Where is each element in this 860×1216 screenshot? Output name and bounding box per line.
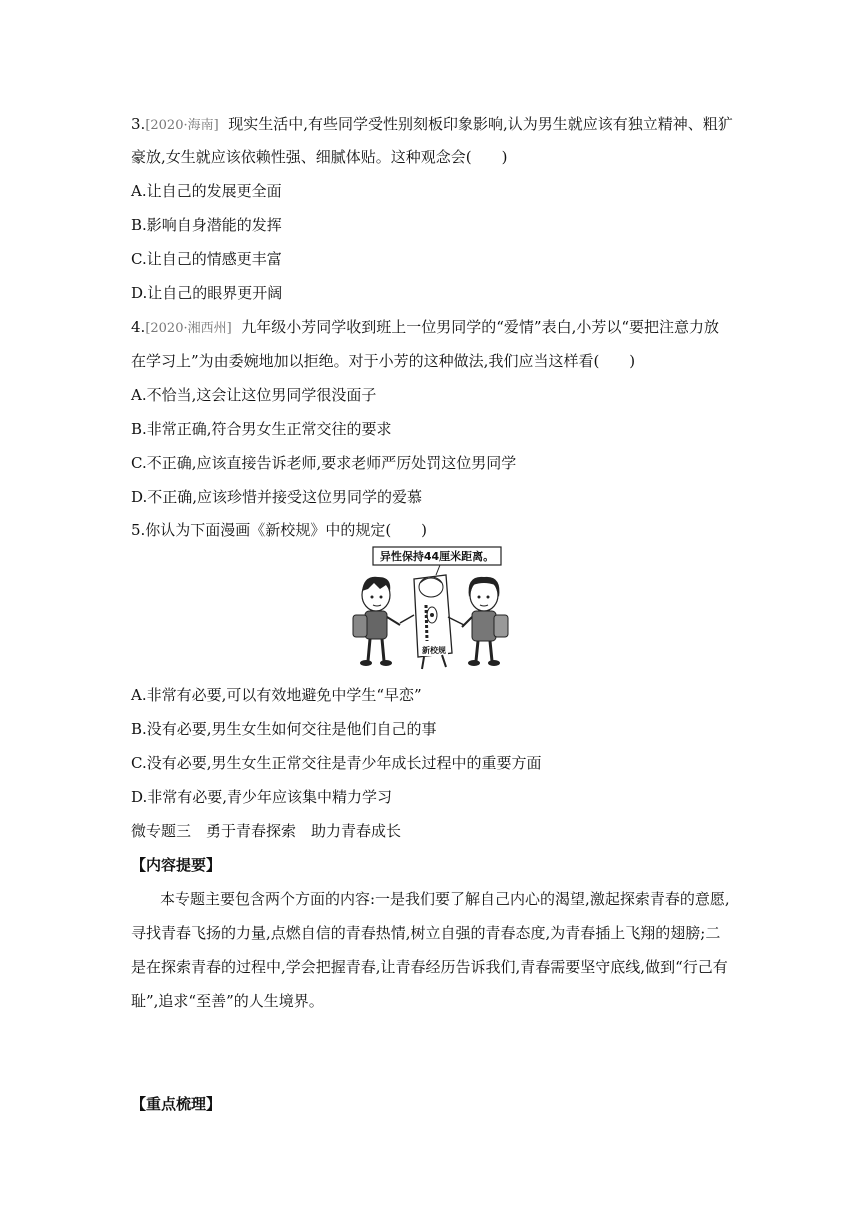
summary-line-1: 本专题主要包含两个方面的内容:一是我们要了解自己内心的渴望,激起探索青春的意愿, [160,890,730,908]
q4-text-line2: 在学习上”为由委婉地加以拒绝。对于小芳的这种做法,我们应当这样看( [131,352,600,370]
q4-option-a: A.不恰当,这会让这位男同学很没面子 [131,386,377,404]
q4-number: 4. [131,318,146,336]
q4-stem-line1 [131,317,719,339]
q3-option-c: C.让自己的情感更丰富 [131,250,282,268]
q4-option-c: C.不正确,应该直接告诉老师,要求老师严厉处罚这位男同学 [131,454,517,472]
key-points-heading: 【重点梳理】 [131,1095,222,1113]
section-title: 微专题三 勇于青春探索 助力青春成长 [131,822,402,840]
summary-line-3: 是在探索青春的过程中,学会把握青春,让青春经历告诉我们,青春需要坚守底线,做到“行己有 [131,958,728,976]
summary-line-4: 耻”,追求“至善”的人生境界。 [131,992,324,1010]
comic-speech-text: 异性保持44厘米距离。 [379,550,495,563]
q5-option-d: D.非常有必要,青少年应该集中精力学习 [131,788,393,806]
q3-stem-line2 [131,147,507,167]
q5-option-c: C.没有必要,男生女生正常交往是青少年成长过程中的重要方面 [131,754,542,772]
comic-girl-figure [462,577,508,666]
q3-text-line1: 现实生活中,有些同学受性别刻板印象影响,认为男生就应该有独立精神、粗犷 [228,115,733,133]
q5-stem [131,520,427,540]
q3-text-line2: 豪放,女生就应该依赖性强、细腻体贴。这种观念会( [131,148,472,166]
q4-close-paren: ) [629,352,636,370]
q4-stem-line2 [131,351,635,371]
new-school-rules-comic [348,545,513,673]
q3-option-b: B.影响自身潜能的发挥 [131,216,282,234]
q4-option-d: D.不正确,应该珍惜并接受这位男同学的爱慕 [131,488,423,506]
summary-line-2: 寻找青春飞扬的力量,点燃自信的青春热情,树立自强的青春态度,为青春插上飞翔的翅膀;二 [131,924,721,942]
q4-option-b: B.非常正确,符合男女生正常交往的要求 [131,420,392,438]
q5-text: 5.你认为下面漫画《新校规》中的规定( [131,521,392,539]
q3-close-paren: ) [501,148,508,166]
q3-source: [2020·海南] [145,118,219,133]
summary-heading: 【内容提要】 [131,856,222,874]
q5-option-b: B.没有必要,男生女生如何交往是他们自己的事 [131,720,437,738]
q5-option-a: A.非常有必要,可以有效地避免中学生“早恋” [131,686,422,704]
q5-close-paren: ) [421,521,428,539]
q3-stem-line1 [131,114,733,136]
comic-boy-figure [353,577,400,666]
q3-number: 3. [131,115,146,133]
comic-new-rules-sign [400,575,464,669]
q4-text-line1: 九年级小芳同学收到班上一位男同学的“爱情”表白,小芳以“要把注意力放 [241,318,720,336]
q4-source: [2020·湘西州] [145,321,232,336]
q3-option-a: A.让自己的发展更全面 [131,182,282,200]
q3-option-d: D.让自己的眼界更开阔 [131,284,283,302]
comic-sign-label: 新校规 [422,646,446,655]
